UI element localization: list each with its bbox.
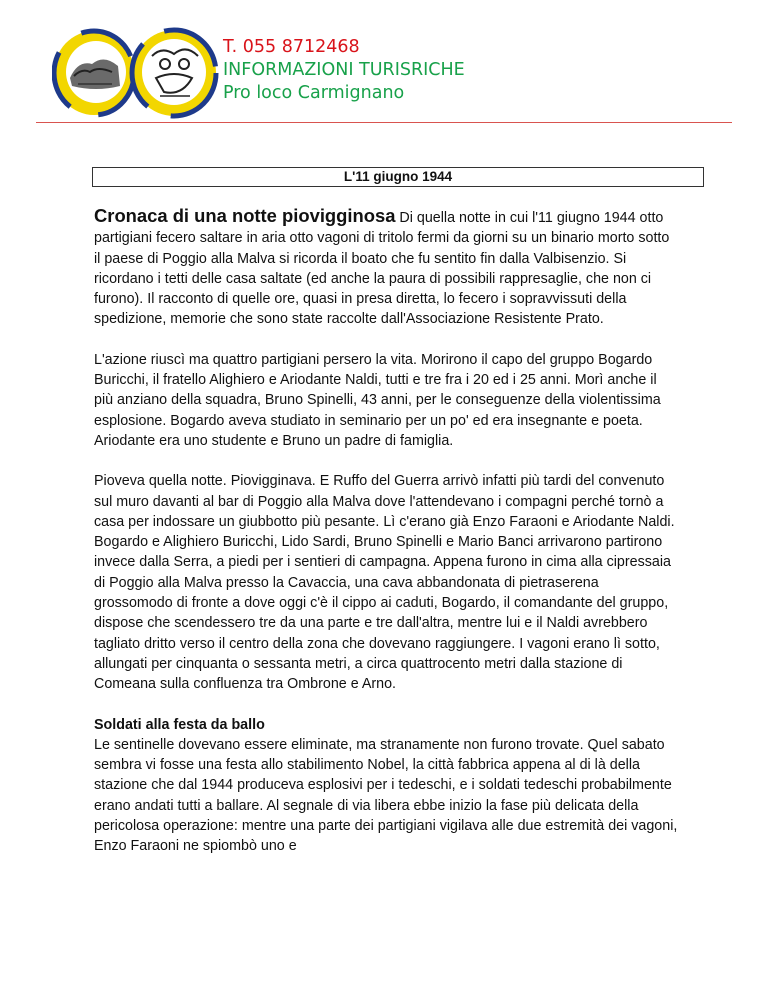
paragraph-4	[94, 715, 678, 857]
paragraph-1	[94, 206, 678, 330]
section-subheading: Soldati alla festa da ballo	[94, 716, 265, 733]
paragraph-4-text: Le sentinelle dovevano essere eliminate, ma stranamente non furono trovate. Quel sabato sembra vi fosse una festa allo stabilimento Nobel, la città fabbrica appena al di là della stazione che dal 1944 produceva esplosivi per i tedeschi, e i soldati tedeschi probabilmente erano andati tutti a ballare. Al segnale di via libera ebbe inizio la fase più delicata della pericolosa operazione: mentre una parte dei partigiani vigilava alle due estremità dei vagoni, Enzo Faraoni ne spiombò uno e	[94, 736, 678, 855]
paragraph-1-text: Di quella notte in cui l'11 giugno 1944 otto partigiani fecero saltare in aria otto vagoni di tritolo fermi da giorni su un binario morto sotto il paese di Poggio alla Malva si ricorda il boato che fu sentito fin dalla Valbisenzio. Si ricordano i tetti delle casa saltate (ed anche la paura di possibili rappresaglie, che non ci furono). Il racconto di quelle ore, quasi in presa diretta, lo fecero i sopravvissuti della spedizione, memorie che sono state raccolte dall'Associazione Resistente Prato.	[94, 210, 670, 328]
phone-number: T. 055 8712468	[223, 37, 360, 57]
page-header	[0, 0, 768, 124]
paragraph-3: Pioveva quella notte. Piovigginava. E Ruffo del Guerra arrivò infatti più tardi del convenuto sul muro davanti al bar di Poggio alla Malva dove l'attendevano i compagni perché tornò a casa per indossare un giubbotto più pesante. Lì c'erano già Enzo Faraoni e Ariodante Naldi. Bogardo e Alighiero Buricchi, Lido Sardi, Bruno Spinelli e Mario Banci arrivarono partirono invece dalla Serra, a piedi per i sentieri di campagna. Appena furono in cima alla cipressaia di Poggio alla Malva presso la Cavaccia, una cava abbandonata di pietraserena grossomodo di fronte a dove oggi c'è il cippo ai caduti, Bogardo, il comandante del gruppo, dispose che scendessero tre da una parte e tre dall'altra, mentre lui e il Naldi avrebbero tagliato dritto verso il centro della zona che dovevano raggiungere. I vagoni erano lì sotto, allungati per cinquanta o sessanta metri, a circa quattrocento metri dalla stazione di Comeana sulla confluenza tra Ombrone e Arno.	[94, 473, 675, 693]
tourist-info-label: INFORMAZIONI TURISRICHE	[223, 60, 465, 80]
article-body	[94, 206, 678, 877]
lead-title: Cronaca di una notte piovigginosa	[94, 205, 396, 226]
date-title-box: L'11 giugno 1944	[92, 167, 704, 187]
contact-block	[223, 36, 465, 105]
paragraph-2: L'azione riuscì ma quattro partigiani persero la vita. Morirono il capo del gruppo Bogardo Buricchi, il fratello Alighiero e Ariodante Naldi, tutti e tre fra i 20 ed i 25 anni. Morì anche il più anziano della squadra, Bruno Spinelli, 43 anni, per le conseguenze della violentissima esplosione. Bogardo aveva studiato in seminario per un po' ed era insegnante e poeta. Ariodante era uno studente e Bruno un padre di famiglia.	[94, 351, 661, 449]
header-divider	[36, 122, 732, 123]
organization-name: Pro loco Carmignano	[223, 83, 405, 103]
pro-loco-carmignano-logo-icon	[52, 26, 222, 120]
